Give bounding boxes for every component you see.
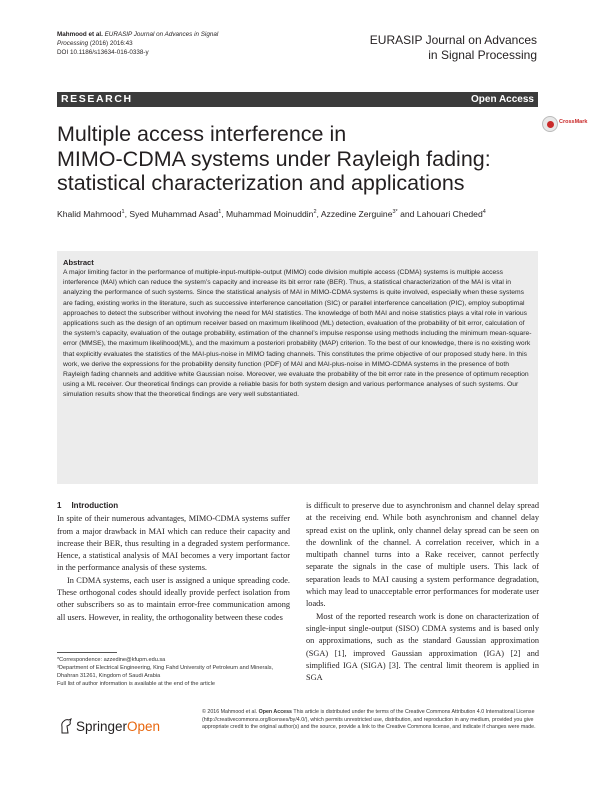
author-list xyxy=(57,206,527,221)
publisher-name xyxy=(76,719,160,734)
footnote-divider xyxy=(57,652,117,653)
author[interactable]: , Muhammad Moinuddin xyxy=(221,208,314,219)
citation-authors: Mahmood et al. xyxy=(57,31,103,38)
affiliation-ref: 4 xyxy=(482,209,486,215)
journal-name[interactable] xyxy=(337,33,537,62)
author[interactable]: , Syed Muhammad Asad xyxy=(124,208,219,219)
copyright-open-access: Open Access xyxy=(258,709,292,715)
author[interactable]: , Azzedine Zerguine xyxy=(316,208,393,219)
body-column-right xyxy=(306,500,539,684)
paragraph: In CDMA systems, each user is assigned a unique spreading code. These orthogonal codes should ideally provide perfect isolation from other subscribers so as to maintain error-free communication among all users. However, in reality, the orthogonality between these codes xyxy=(57,575,290,622)
paragraph: is difficult to preserve due to asynchronism and channel delay spread at the receiving end. While both asynchronism and channel delay spread exist on the uplink, only channel delay spread can be seen on the downlink of the channel. A correlation receiver, which in a multipath channel turns into a Rake receiver, cannot perfectly separate the signals in the case of multiple users. This lack of separation leads to MAI causing a system performance degradation, which may lead to unacceptable error performances for moderate user loads. xyxy=(306,501,539,609)
title-line1: Multiple access interference in xyxy=(57,122,347,146)
title-line3: statistical characterization and applications xyxy=(57,171,465,195)
journal-name-line1: EURASIP Journal on Advances xyxy=(369,33,537,47)
correspondence-note[interactable]: *Correspondence: azzedine@kfupm.edu.sa xyxy=(57,657,166,663)
affiliation-ref: 2 xyxy=(313,209,317,215)
article-type-label: RESEARCH xyxy=(61,93,133,105)
paragraph: In spite of their numerous advantages, MIMO-CDMA systems suffer from a major drawback in MAI which can reduce their capacity and increase their BER, thus resulting in a degraded system performance. Hence, a statistical analysis of MAI becomes a very important factor in the performance analysis of these systems. xyxy=(57,514,290,573)
citation-header xyxy=(57,31,287,57)
publisher-open: Open xyxy=(127,719,161,734)
journal-name-line2: in Signal Processing xyxy=(428,47,537,62)
body-column-left xyxy=(57,500,290,624)
citation-journal-cont: Processing xyxy=(57,39,89,47)
springer-open-logo[interactable] xyxy=(59,716,189,738)
springer-horse-icon xyxy=(59,718,73,734)
crossmark-badge[interactable] xyxy=(542,116,595,136)
article-type-bar xyxy=(57,92,538,107)
crossmark-label: CrossMark xyxy=(559,119,588,125)
publisher-springer: Springer xyxy=(76,719,128,734)
citation-volume: (2016) 2016:43 xyxy=(89,39,133,47)
license-text: This article is distributed under the terms of the Creative Commons Attribution 4.0 International License (http://creativecommons.org/licenses/by/4.0/), which permits unrestricted use, distribution, and reproduction in any medium, provided you give appropriate credit to the original author(s) and the source, provide a link to the Creative Commons license, and indicate if changes were made. xyxy=(202,709,536,731)
open-access-label[interactable]: Open Access xyxy=(471,93,534,105)
doi[interactable]: DOI 10.1186/s13634-016-0338-y xyxy=(57,48,149,56)
section-title: Introduction xyxy=(71,501,119,510)
author[interactable]: and Lahouari Cheded xyxy=(397,208,483,219)
affiliation-ref: 3* xyxy=(392,209,398,215)
section-number: 1 xyxy=(57,501,62,510)
citation-journal: EURASIP Journal on Advances in Signal xyxy=(104,31,219,38)
crossmark-icon xyxy=(542,116,558,132)
section-heading-introduction xyxy=(57,500,290,512)
author[interactable]: Khalid Mahmood xyxy=(57,208,122,219)
title-line2: MIMO-CDMA systems under Rayleigh fading: xyxy=(57,146,491,171)
abstract-heading: Abstract xyxy=(63,258,94,267)
article-title xyxy=(57,122,527,196)
abstract-box xyxy=(57,251,538,484)
abstract-text: A major limiting factor in the performance of multiple-input-multiple-output (MIMO) code division multiple access (CDMA) systems is multiple access interference (MAI) which can reduce the system’s capacity and increase its bit error rate (BER). Thus, a statistical characterization of the MAI is vital in analyzing the performance of such systems. Since the statistical analysis of MAI in MIMO-CDMA systems is quite involved, especially when these systems are fading, existing works in the literature, such as successive interference cancellation (SIC) or parallel interference cancellation (PIC), employ suboptimal approaches to detect the subscriber without involving the need for MAI statistics. The knowledge of both MAI and noise statistics plays a vital role in various applications such as the design of an optimum receiver based on maximum likelihood (ML) detection, evaluation of the probability of bit error, calculation of the system’s capacity, evaluation of the outage probability, estimation of the channel’s impulse response using methods including the minimum mean-square-error (MMSE), the maximum likelihood(ML), and the maximum a posteriori probability (MAP) criterion. To the best of our knowledge, there is no existing work that explicitly evaluates the statistics of the MAI-plus-noise in MIMO fading channels. This constitutes the prime objective of our proposed study here. In this work, we derive the expressions for the probability density function (PDF) of MAI and MAI-plus-noise in MIMO-CDMA systems in the presence of both Rayleigh fading channels and additive white Gaussian noise. Moreover, we evaluate the probability of the bit error rate in the presence of optimum reception using a ML receiver. Our theoretical findings can provide a reliable basis for both system design and various performance analyses of such systems. Our simulation results show that the theoretical findings are very well substantiated. xyxy=(63,269,532,399)
affiliation-note: ³Department of Electrical Engineering, King Fahd University of Petroleum and Minerals, Dhahran 31261, Kingdom of Saudi Arabia xyxy=(57,665,274,679)
author-info-note: Full list of author information is available at the end of the article xyxy=(57,681,215,687)
paragraph: Most of the reported research work is done on characterization of single-input single-output (SISO) CDMA systems and is based only on approximations, such as the standard Gaussian approximation (SGA) [1], improved Gaussian approximation (IGA) [2] and simplified IGA (SIGA) [3]. The central limit theorem is applied in SGA xyxy=(306,611,539,683)
affiliation-ref: 1 xyxy=(218,209,222,215)
footnotes xyxy=(57,656,292,688)
copyright-year: © 2016 Mahmood et al. xyxy=(202,709,258,715)
affiliation-ref: 1 xyxy=(121,209,125,215)
copyright-notice xyxy=(202,709,540,732)
